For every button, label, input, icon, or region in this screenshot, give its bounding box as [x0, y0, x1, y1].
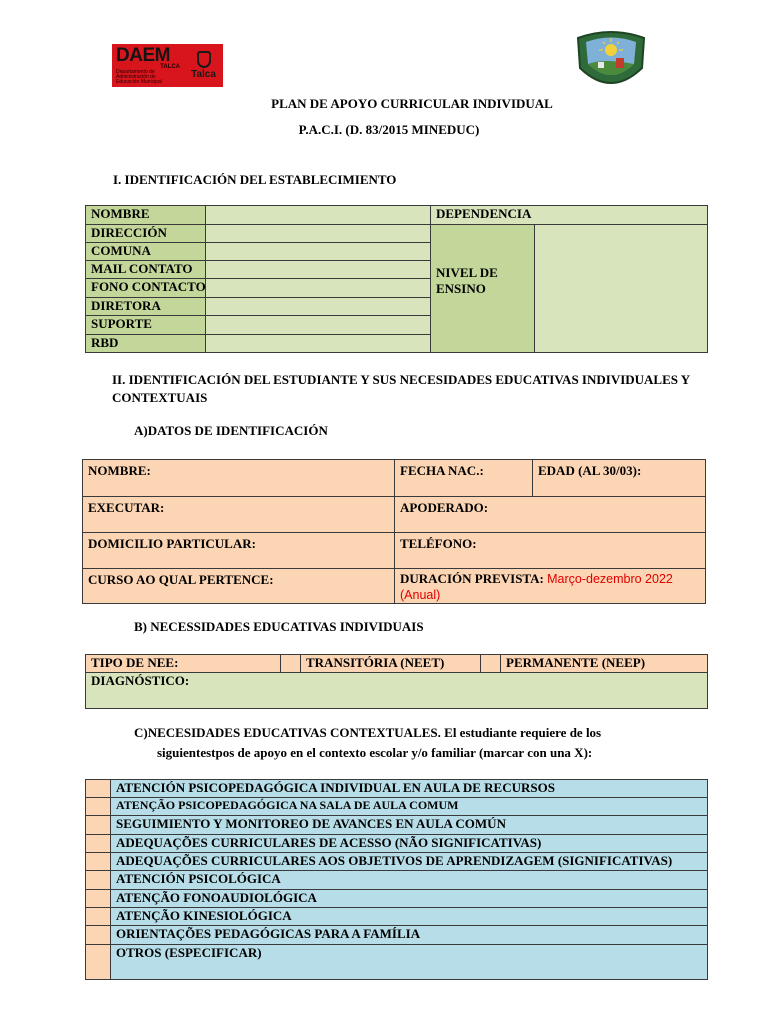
- contextual-item-1: ATENCIÓN PSICOPEDAGÓGICA INDIVIDUAL EN AULA DE RECURSOS: [111, 780, 708, 798]
- daem-logo-word: DAEM: [116, 45, 170, 66]
- section-a-heading: A)DATOS DE IDENTIFICACIÓN: [134, 423, 328, 438]
- field-diretora[interactable]: [206, 298, 431, 316]
- label-nivel-line1: NIVEL DE: [436, 264, 498, 280]
- contextual-item-6: ATENCIÓN PSICOLÓGICA: [111, 871, 708, 890]
- label-permanente: PERMANENTE (NEEP): [501, 655, 708, 673]
- field-nombre[interactable]: [206, 206, 431, 225]
- checkbox-contextual-9[interactable]: [86, 926, 111, 945]
- contextual-item-4: ADEQUAÇÕES CURRICULARES DE ACESSO (NÃO SIGNIFICATIVAS): [111, 835, 708, 853]
- field-diagnostico[interactable]: DIAGNÓSTICO:: [86, 673, 708, 709]
- label-nombre: NOMBRE: [86, 206, 206, 225]
- daem-logo-city: TALCA: [160, 64, 180, 70]
- field-nivel-ensino[interactable]: [535, 225, 708, 353]
- field-edad[interactable]: EDAD (AL 30/03):: [533, 460, 706, 497]
- establishment-table: [85, 205, 708, 353]
- daem-logo: [112, 44, 223, 87]
- field-suporte[interactable]: [206, 316, 431, 335]
- contextual-item-5: ADEQUAÇÕES CURRICULARES AOS OBJETIVOS DE APRENDIZAGEM (SIGNIFICATIVAS): [111, 853, 708, 871]
- label-comuna: COMUNA: [86, 243, 206, 261]
- label-mail: MAIL CONTATO: [86, 261, 206, 279]
- field-fecha-nac[interactable]: FECHA NAC.:: [395, 460, 533, 497]
- section1-heading: I. IDENTIFICACIÓN DEL ESTABLECIMIENTO: [113, 172, 397, 187]
- field-telefono[interactable]: TELÉFONO:: [395, 533, 706, 569]
- contextual-item-2: ATENÇÃO PSICOPEDAGÓGICA NA SALA DE AULA COMUM: [111, 798, 708, 816]
- checkbox-contextual-2[interactable]: [86, 798, 111, 816]
- contextual-item-8: ATENÇÃO KINESIOLÓGICA: [111, 908, 708, 926]
- needs-table: [85, 654, 708, 709]
- field-executar[interactable]: EXECUTAR:: [83, 497, 395, 533]
- daem-logo-sub: Departamento de Administración de Educación Municipal: [116, 69, 162, 85]
- section-c-heading-line2: siguientestpos de apoyo en el contexto escolar y/o familiar (marcar con una X):: [157, 745, 593, 760]
- field-direccion[interactable]: [206, 225, 431, 243]
- checkbox-contextual-5[interactable]: [86, 853, 111, 871]
- checkbox-transitoria[interactable]: [281, 655, 301, 673]
- field-mail[interactable]: [206, 261, 431, 279]
- label-fono: FONO CONTACTO: [86, 279, 206, 298]
- label-suporte: SUPORTE: [86, 316, 206, 335]
- checkbox-contextual-6[interactable]: [86, 871, 111, 890]
- field-student-nombre[interactable]: NOMBRE:: [83, 460, 395, 497]
- checkbox-contextual-7[interactable]: [86, 890, 111, 908]
- label-transitoria: TRANSITÓRIA (NEET): [301, 655, 481, 673]
- field-comuna[interactable]: [206, 243, 431, 261]
- talca-logo-word: Talca: [191, 69, 216, 80]
- section2-heading-line2: CONTEXTUAIS: [112, 390, 208, 405]
- checkbox-contextual-3[interactable]: [86, 816, 111, 835]
- contextual-item-3: SEGUIMIENTO Y MONITOREO DE AVANCES EN AULA COMÚN: [111, 816, 708, 835]
- label-tipo-nee: TIPO DE NEE:: [86, 655, 281, 673]
- field-rbd[interactable]: [206, 335, 431, 353]
- checkbox-contextual-4[interactable]: [86, 835, 111, 853]
- label-rbd: RBD: [86, 335, 206, 353]
- talca-emblem-icon: [197, 51, 211, 68]
- contextual-needs-table: [85, 779, 708, 980]
- label-diretora: DIRETORA: [86, 298, 206, 316]
- page-subtitle: P.A.C.I. (D. 83/2015 MINEDUC): [298, 122, 480, 137]
- label-direccion: DIRECCIÓN: [86, 225, 206, 243]
- label-duracion: DURACIÓN PREVISTA:: [400, 571, 544, 586]
- checkbox-contextual-8[interactable]: [86, 908, 111, 926]
- checkbox-permanente[interactable]: [481, 655, 501, 673]
- field-duracion[interactable]: [395, 569, 706, 604]
- section-c-heading-line1: C)NECESIDADES EDUCATIVAS CONTEXTUALES. El estudiante requiere de los: [134, 725, 602, 740]
- section-b-heading: B) NECESSIDADES EDUCATIVAS INDIVIDUAIS: [134, 619, 424, 634]
- checkbox-contextual-1[interactable]: [86, 780, 111, 798]
- checkbox-contextual-10[interactable]: [86, 945, 111, 980]
- section2-heading-line1: II. IDENTIFICACIÓN DEL ESTUDIANTE Y SUS NECESIDADES EDUCATIVAS INDIVIDUALES Y: [112, 372, 691, 387]
- contextual-item-7: ATENÇÃO FONOAUDIOLÓGICA: [111, 890, 708, 908]
- contextual-item-10: OTROS (ESPECIFICAR): [111, 945, 708, 980]
- field-curso[interactable]: CURSO AO QUAL PERTENCE:: [83, 569, 395, 604]
- school-crest-icon: [574, 28, 648, 92]
- label-nivel-ensino: [431, 225, 535, 353]
- student-data-table: [82, 459, 706, 604]
- page-title: PLAN DE APOYO CURRICULAR INDIVIDUAL: [271, 96, 553, 111]
- field-fono[interactable]: [206, 279, 431, 298]
- field-domicilio[interactable]: DOMICILIO PARTICULAR:: [83, 533, 395, 569]
- field-apoderado[interactable]: APODERADO:: [395, 497, 706, 533]
- label-dependencia: DEPENDENCIA: [431, 206, 708, 225]
- duracion-value-2: (Anual): [400, 588, 441, 602]
- contextual-item-9: ORIENTAÇÕES PEDAGÓGICAS PARA A FAMÍLIA: [111, 926, 708, 945]
- duracion-value-1: Março-dezembro 2022: [547, 572, 673, 586]
- label-nivel-line2: ENSINO: [436, 280, 486, 296]
